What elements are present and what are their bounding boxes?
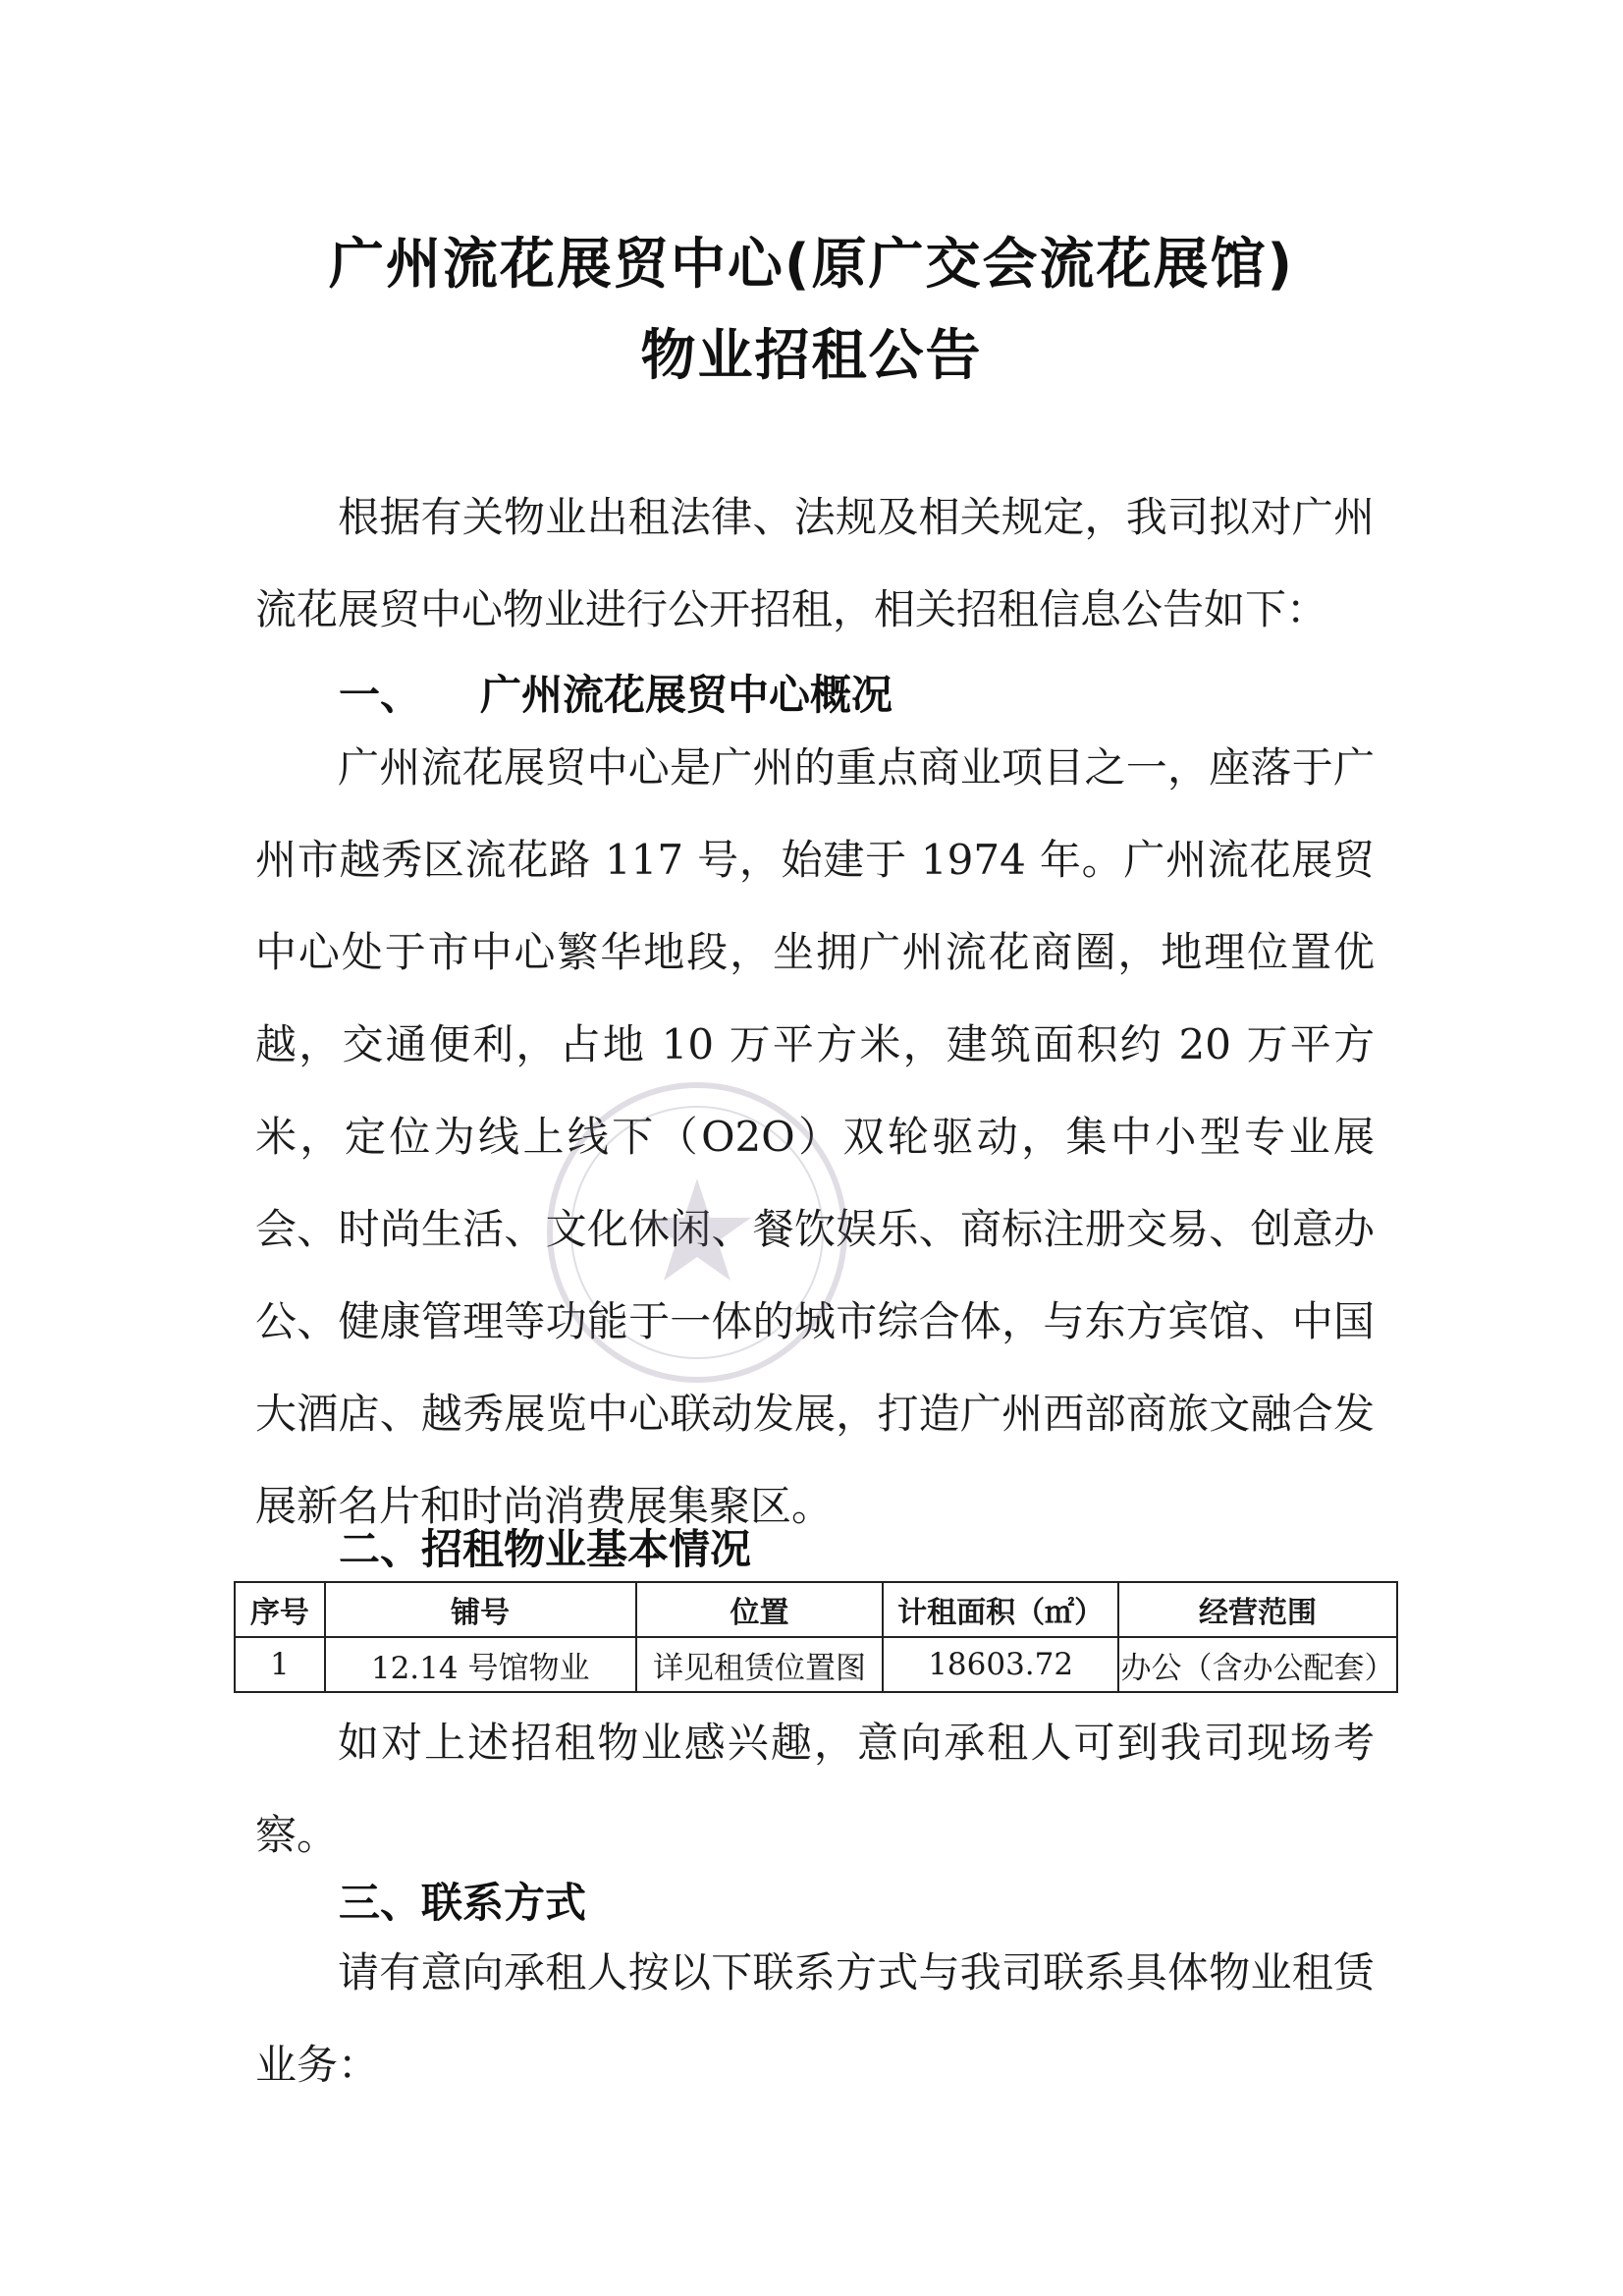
section1-paragraph: 广州流花展贸中心是广州的重点商业项目之一，座落于广州市越秀区流花路 117 号，始建于 1974 年。广州流花展贸中心处于市中心繁华地段，坐拥广州流花商圈，地理位置优越，交通便利，占地 10 万平方米，建筑面积约 20 万平方米，定位为线上线下（O2O）双轮驱动，集中小型专业展会、时尚生活、文化休闲、餐饮娱乐、商标注册交易、创意办公、健康管理等功能于一体的城市综合体，与东方宾馆、中国大酒店、越秀展览中心联动发展，打造广州西部商旅文融合发展新名片和时尚消费展集聚区。 — [255, 743, 1375, 1530]
section1-title: 广州流花展贸中心概况 — [480, 671, 893, 719]
property-table — [234, 1581, 1398, 1693]
table-header-cell: 经营范围 — [1118, 1582, 1397, 1637]
document-title-line2: 物业招租公告 — [640, 324, 983, 388]
section3-paragraph: 请有意向承租人按以下联系方式与我司联系具体物业租赁业务： — [255, 1948, 1375, 2089]
section2-heading: 二、招租物业基本情况 — [339, 1525, 752, 1573]
table-cell: 1 — [235, 1637, 325, 1692]
table-header-row — [235, 1582, 1397, 1637]
table-header-cell: 序号 — [235, 1582, 325, 1637]
intro-paragraph: 根据有关物业出租法律、法规及相关规定，我司拟对广州流花展贸中心物业进行公开招租，相关招租信息公告如下： — [255, 493, 1375, 633]
table-cell: 12.14 号馆物业 — [325, 1637, 636, 1692]
section2-note: 如对上述招租物业感兴趣，意向承租人可到我司现场考察。 — [255, 1719, 1375, 1859]
table-header-cell: 位置 — [636, 1582, 884, 1637]
section1-heading — [339, 663, 893, 722]
table-header-cell: 铺号 — [325, 1582, 636, 1637]
document-title-line1: 广州流花展贸中心(原广交会流花展馆) — [328, 233, 1295, 297]
section3-heading: 三、联系方式 — [339, 1879, 587, 1927]
section1-number: 一、 — [339, 671, 422, 719]
table-cell: 详见租赁位置图 — [636, 1637, 884, 1692]
table-header-cell: 计租面积（㎡） — [883, 1582, 1118, 1637]
table-cell: 办公（含办公配套） — [1118, 1637, 1397, 1692]
table-cell: 18603.72 — [883, 1637, 1118, 1692]
table-row — [235, 1637, 1397, 1692]
